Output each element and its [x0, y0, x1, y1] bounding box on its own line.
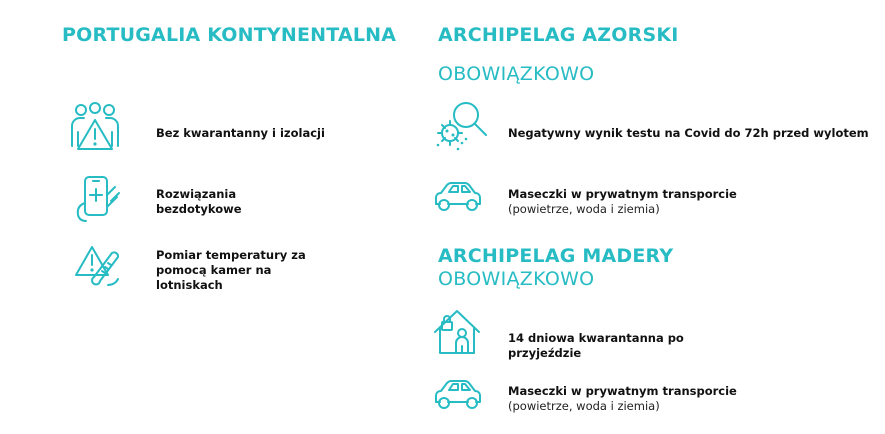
virus-search-icon: [432, 99, 490, 153]
mainland-item-quarantine-text: Bez kwarantanny i izolacji: [156, 126, 325, 140]
car-icon: [432, 378, 484, 412]
mainland-item-temperature: [156, 248, 306, 293]
azores-item-test: [508, 126, 869, 141]
madeira-item-masks-note: (powietrze, woda i ziemia): [508, 399, 660, 413]
azores-item-test-text: Negatywny wynik testu na Covid do 72h przed wylotem: [508, 126, 869, 140]
azores-title: ARCHIPELAG AZORSKI: [438, 24, 679, 46]
mainland-item-touchless-line2: bezdotykowe: [156, 202, 242, 216]
car-icon: [432, 180, 484, 214]
mainland-item-quarantine: [156, 126, 325, 141]
mainland-item-temperature-line1: Pomiar temperatury za: [156, 248, 306, 262]
madeira-title: ARCHIPELAG MADERY: [438, 245, 674, 267]
azores-item-masks-text: Maseczki w prywatnym transporcie: [508, 187, 737, 201]
house-lock-icon: [432, 308, 482, 356]
madeira-item-masks-text: Maseczki w prywatnym transporcie: [508, 384, 737, 398]
madeira-item-quarantine-line1: 14 dniowa kwarantanna po: [508, 331, 684, 345]
madeira-item-quarantine: [508, 331, 684, 361]
azores-subtitle: OBOWIĄZKOWO: [438, 63, 595, 85]
madeira-item-masks: [508, 384, 737, 414]
azores-item-masks: [508, 187, 737, 217]
azores-item-masks-note: (powietrze, woda i ziemia): [508, 202, 660, 216]
mainland-item-touchless-line1: Rozwiązania: [156, 187, 237, 201]
mainland-item-temperature-line2: pomocą kamer na: [156, 263, 272, 277]
thermometer-warning-icon: [72, 243, 126, 293]
mainland-title: PORTUGALIA KONTYNENTALNA: [62, 24, 397, 46]
touchless-phone-icon: [73, 175, 123, 223]
people-warning-icon: [68, 102, 122, 152]
madeira-subtitle: OBOWIĄZKOWO: [438, 268, 595, 290]
mainland-item-temperature-line3: lotniskach: [156, 278, 223, 292]
madeira-item-quarantine-line2: przyjeździe: [508, 346, 582, 360]
mainland-item-touchless: [156, 187, 242, 217]
